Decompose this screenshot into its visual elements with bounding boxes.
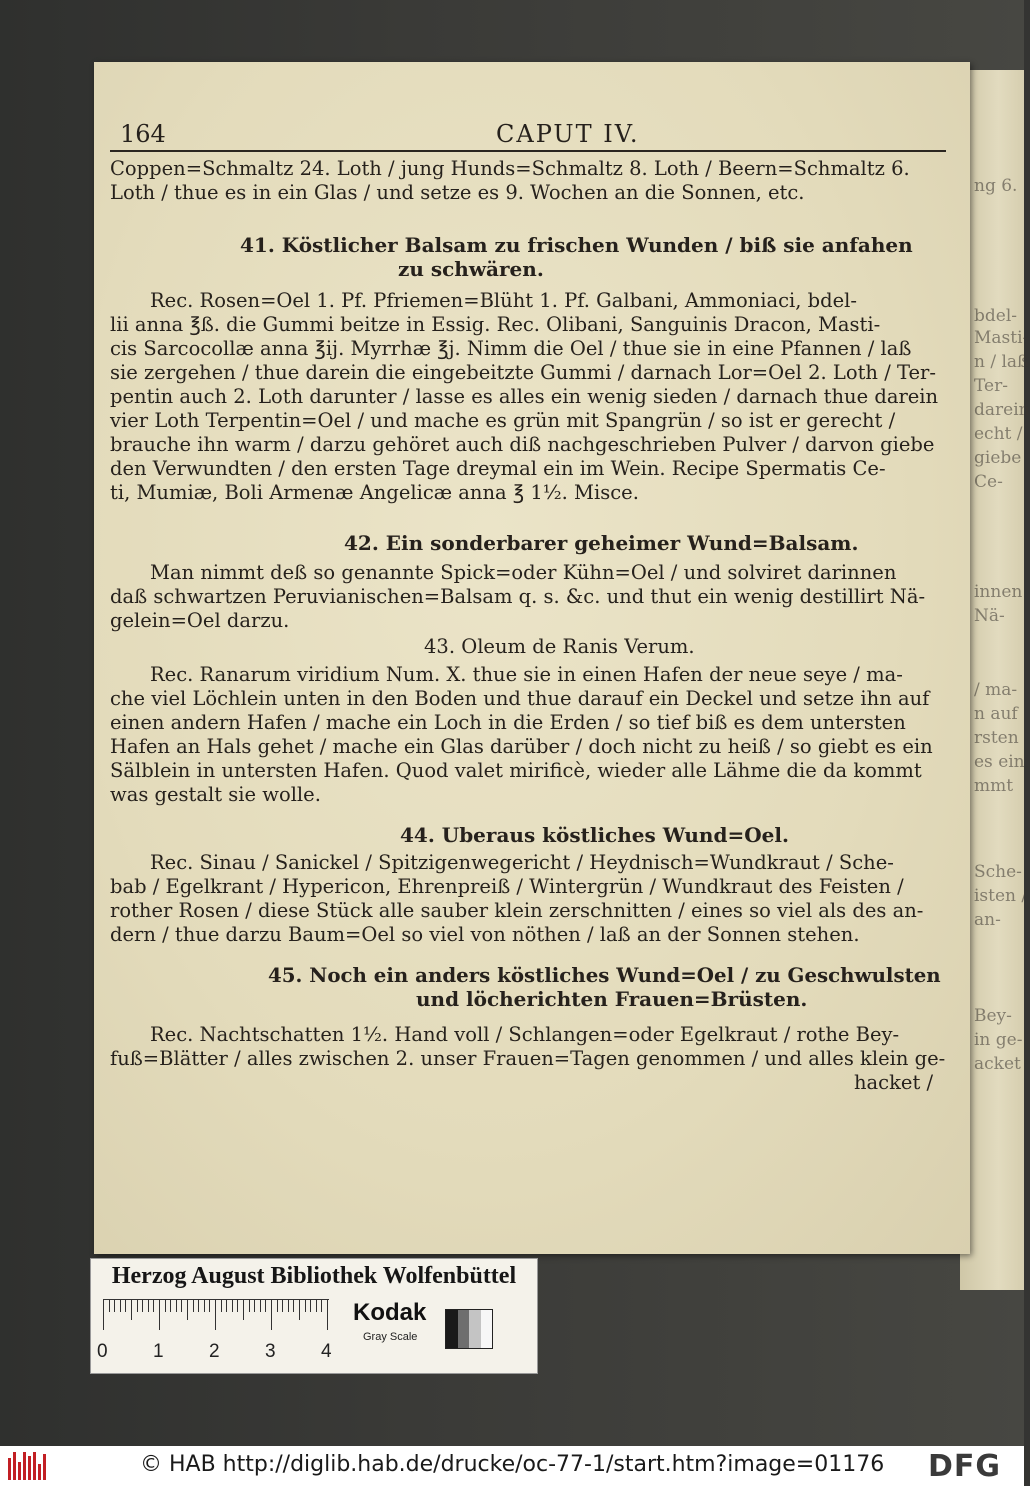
ruler-tick <box>265 1300 266 1312</box>
logo-bar <box>23 1452 26 1480</box>
body-text-line: Hafen an Hals gehet / mache ein Glas darüber / doch nicht zu heiß / so giebt es ein <box>110 735 933 758</box>
ruler-tick <box>260 1300 261 1312</box>
ruler-tick <box>165 1300 166 1312</box>
body-text-line: ti, Mumiæ, Boli Armenæ Angelicæ anna ℥ 1½. Misce. <box>110 481 639 504</box>
ruler-tick <box>120 1300 121 1312</box>
adjacent-page-fragment: ng 6. <box>974 176 1018 196</box>
body-text-line: daß schwartzen Peruvianischen=Balsam q. s. &c. und thut ein wenig destillirt Nä- <box>110 585 926 608</box>
ruler-tick <box>321 1300 322 1312</box>
section-heading: zu schwären. <box>398 257 544 281</box>
footer-bar <box>0 1446 1024 1486</box>
body-text-line: cis Sarcocollæ anna ℥ij. Myrrhæ ℥j. Nimm die Oel / thue sie in eine Pfannen / laß <box>110 337 912 360</box>
adjacent-page-fragment: n / laß <box>974 352 1029 372</box>
logo-bar <box>38 1464 41 1480</box>
adjacent-page-fragment: giebe <box>974 448 1022 468</box>
adjacent-page-fragment: echt / <box>974 424 1023 444</box>
body-text-line: gelein=Oel darzu. <box>110 609 290 632</box>
adjacent-page-fragment: Nä- <box>974 606 1005 626</box>
page-header <box>110 112 946 152</box>
adjacent-page-fragment: mmt <box>974 776 1014 796</box>
ruler-tick <box>215 1300 216 1330</box>
ruler-tick <box>170 1300 171 1312</box>
ruler-tick <box>204 1300 205 1312</box>
ruler-tick <box>193 1300 194 1312</box>
color-target-card <box>90 1258 538 1374</box>
gray-swatch <box>458 1310 470 1348</box>
logo-bar <box>8 1458 11 1480</box>
copyright-url[interactable]: © HAB http://diglib.hab.de/drucke/oc-77-1/start.htm?image=01176 <box>140 1452 885 1477</box>
ruler-labels <box>97 1341 337 1363</box>
adjacent-page-fragment: Ter- <box>974 376 1008 396</box>
section-heading: 44. Uberaus köstliches Wund=Oel. <box>400 823 789 847</box>
page-number: 164 <box>120 120 166 148</box>
ruler-tick <box>299 1300 300 1320</box>
ruler-tick <box>103 1300 104 1330</box>
body-text-line: was gestalt sie wolle. <box>110 783 321 806</box>
body-text-line: Coppen=Schmaltz 24. Loth / jung Hunds=Schmaltz 8. Loth / Beern=Schmaltz 6. <box>110 157 910 180</box>
ruler-tick <box>237 1300 238 1312</box>
adjacent-page-fragment: acket <box>974 1054 1021 1074</box>
ruler-tick <box>310 1300 311 1312</box>
section-heading: 42. Ein sonderbarer geheimer Wund=Balsam. <box>344 531 859 555</box>
ruler-tick <box>153 1300 154 1312</box>
ruler-tick <box>176 1300 177 1312</box>
adjacent-page-fragment: in ge- <box>974 1030 1023 1050</box>
adjacent-page-fragment: Ce- <box>974 472 1003 492</box>
adjacent-page-fragment: bdel- <box>974 306 1018 326</box>
body-text-line: Rec. Nachtschatten 1½. Hand voll / Schlangen=oder Egelkraut / rothe Bey- <box>150 1023 900 1046</box>
ruler-label: 4 <box>321 1341 332 1362</box>
ruler-tick <box>305 1300 306 1312</box>
ruler-tick <box>187 1300 188 1320</box>
section-heading: 45. Noch ein anders köstliches Wund=Oel / zu Geschwulsten <box>268 963 941 987</box>
dfg-logo: DFG <box>928 1449 1002 1484</box>
body-text-line: einen andern Hafen / mache ein Loch in die Erden / so tief biß es dem untersten <box>110 711 906 734</box>
adjacent-page-fragment: es ein <box>974 752 1025 772</box>
ruler-tick <box>114 1300 115 1312</box>
ruler-tick <box>293 1300 294 1312</box>
ruler-label: 0 <box>97 1341 108 1362</box>
body-text-line: fuß=Blätter / alles zwischen 2. unser Frauen=Tagen genommen / und alles klein ge- <box>110 1047 946 1070</box>
ruler-tick <box>271 1300 272 1330</box>
ruler-tick <box>243 1300 244 1320</box>
kodak-brand: Kodak <box>353 1299 427 1326</box>
logo-bar <box>18 1462 21 1480</box>
section-heading: 41. Köstlicher Balsam zu frischen Wunden / biß sie anfahen <box>240 233 913 257</box>
logo-bar <box>13 1452 16 1480</box>
ruler-tick <box>159 1300 160 1330</box>
ruler-tick <box>226 1300 227 1312</box>
ruler-tick <box>277 1300 278 1312</box>
scale-ruler <box>103 1299 329 1332</box>
body-text-line: den Verwundten / den ersten Tage dreymal ein im Wein. Recipe Spermatis Ce- <box>110 457 886 480</box>
body-text-line: hacket / <box>854 1071 934 1094</box>
body-text-line: Rec. Rosen=Oel 1. Pf. Pfriemen=Blüht 1. Pf. Galbani, Ammoniaci, bdel- <box>150 289 857 312</box>
gray-swatch <box>446 1310 458 1348</box>
logo-bar <box>43 1454 46 1480</box>
ruler-tick <box>148 1300 149 1312</box>
adjacent-page-fragment: isten / <box>974 886 1028 906</box>
adjacent-page-fragment: n auf <box>974 704 1018 724</box>
ruler-tick <box>125 1300 126 1312</box>
ruler-label: 2 <box>209 1341 220 1362</box>
body-text-line: Man nimmt deß so genannte Spick=oder Kühn=Oel / und solviret darinnen <box>150 561 897 584</box>
ruler-label: 1 <box>153 1341 164 1362</box>
adjacent-page-fragment: Masti- <box>974 328 1029 348</box>
body-text-line: dern / thue darzu Baum=Oel so viel von nöthen / laß an der Sonnen stehen. <box>110 923 860 946</box>
ruler-tick <box>142 1300 143 1312</box>
logo-bar <box>33 1452 36 1480</box>
adjacent-page-fragment: rsten <box>974 728 1019 748</box>
body-text-line: che viel Löchlein unten in den Boden und thue darauf ein Deckel und setze ihn auf <box>110 687 930 710</box>
ruler-tick <box>137 1300 138 1312</box>
ruler-tick <box>288 1300 289 1312</box>
ruler-tick <box>282 1300 283 1312</box>
section-heading: und löcherichten Frauen=Brüsten. <box>416 987 808 1011</box>
ruler-label: 3 <box>265 1341 276 1362</box>
body-text-line: pentin auch 2. Loth darunter / lasse es alles ein wenig sieden / darnach thue darein <box>110 385 939 408</box>
body-text-line: 43. Oleum de Ranis Verum. <box>424 635 695 658</box>
ruler-tick <box>198 1300 199 1312</box>
ruler-tick <box>109 1300 110 1312</box>
adjacent-page-fragment: an- <box>974 910 1001 930</box>
adjacent-page-fragment: Sche- <box>974 862 1022 882</box>
body-text-line: Sälblein in untersten Hafen. Quod valet mirificè, wieder alle Lähme die da kommt <box>110 759 922 782</box>
ruler-tick <box>131 1300 132 1320</box>
logo-bar <box>28 1456 31 1480</box>
body-text-line: Loth / thue es in ein Glas / und setze es 9. Wochen an die Sonnen, etc. <box>110 181 805 204</box>
ruler-tick <box>221 1300 222 1312</box>
body-text-line: Rec. Ranarum viridium Num. X. thue sie in einen Hafen der neue seye / ma- <box>150 663 903 686</box>
ruler-tick <box>249 1300 250 1312</box>
ruler-tick <box>209 1300 210 1312</box>
body-text-line: sie zergehen / thue darein die eingebeitzte Gummi / darnach Lor=Oel 2. Loth / Ter- <box>110 361 936 384</box>
adjacent-page-fragment: / ma- <box>974 680 1018 700</box>
running-head: CAPUT IV. <box>496 120 640 148</box>
gray-scale-label: Gray Scale <box>363 1331 418 1343</box>
ruler-tick <box>181 1300 182 1312</box>
ruler-tick <box>254 1300 255 1312</box>
body-text-line: rother Rosen / diese Stück alle sauber klein zerschnitten / eines so viel als des an- <box>110 899 924 922</box>
gray-swatch <box>469 1310 481 1348</box>
ruler-tick <box>327 1300 328 1330</box>
body-text-line: vier Loth Terpentin=Oel / und mache es grün mit Spangrün / so ist er gerecht / <box>110 409 896 432</box>
gray-swatches <box>445 1309 493 1349</box>
ruler-tick <box>232 1300 233 1312</box>
gray-swatch <box>481 1310 493 1348</box>
hab-barcode-icon <box>8 1452 48 1480</box>
adjacent-page-fragment: Bey- <box>974 1006 1012 1026</box>
ruler-tick <box>316 1300 317 1312</box>
body-text-line: Rec. Sinau / Sanickel / Spitzigenwegericht / Heydnisch=Wundkraut / Sche- <box>150 851 894 874</box>
body-text-line: brauche ihn warm / darzu gehöret auch diß nachgeschrieben Pulver / darvon giebe <box>110 433 935 456</box>
adjacent-page-fragment: innen <box>974 582 1023 602</box>
adjacent-page-fragment: darein <box>974 400 1030 420</box>
library-name: Herzog August Bibliothek Wolfenbüttel <box>111 1263 517 1289</box>
body-text-line: lii anna ℥ß. die Gummi beitze in Essig. Rec. Olibani, Sanguinis Dracon, Masti- <box>110 313 881 336</box>
body-text-line: bab / Egelkrant / Hypericon, Ehrenpreiß / Wintergrün / Wundkraut des Feisten / <box>110 875 904 898</box>
